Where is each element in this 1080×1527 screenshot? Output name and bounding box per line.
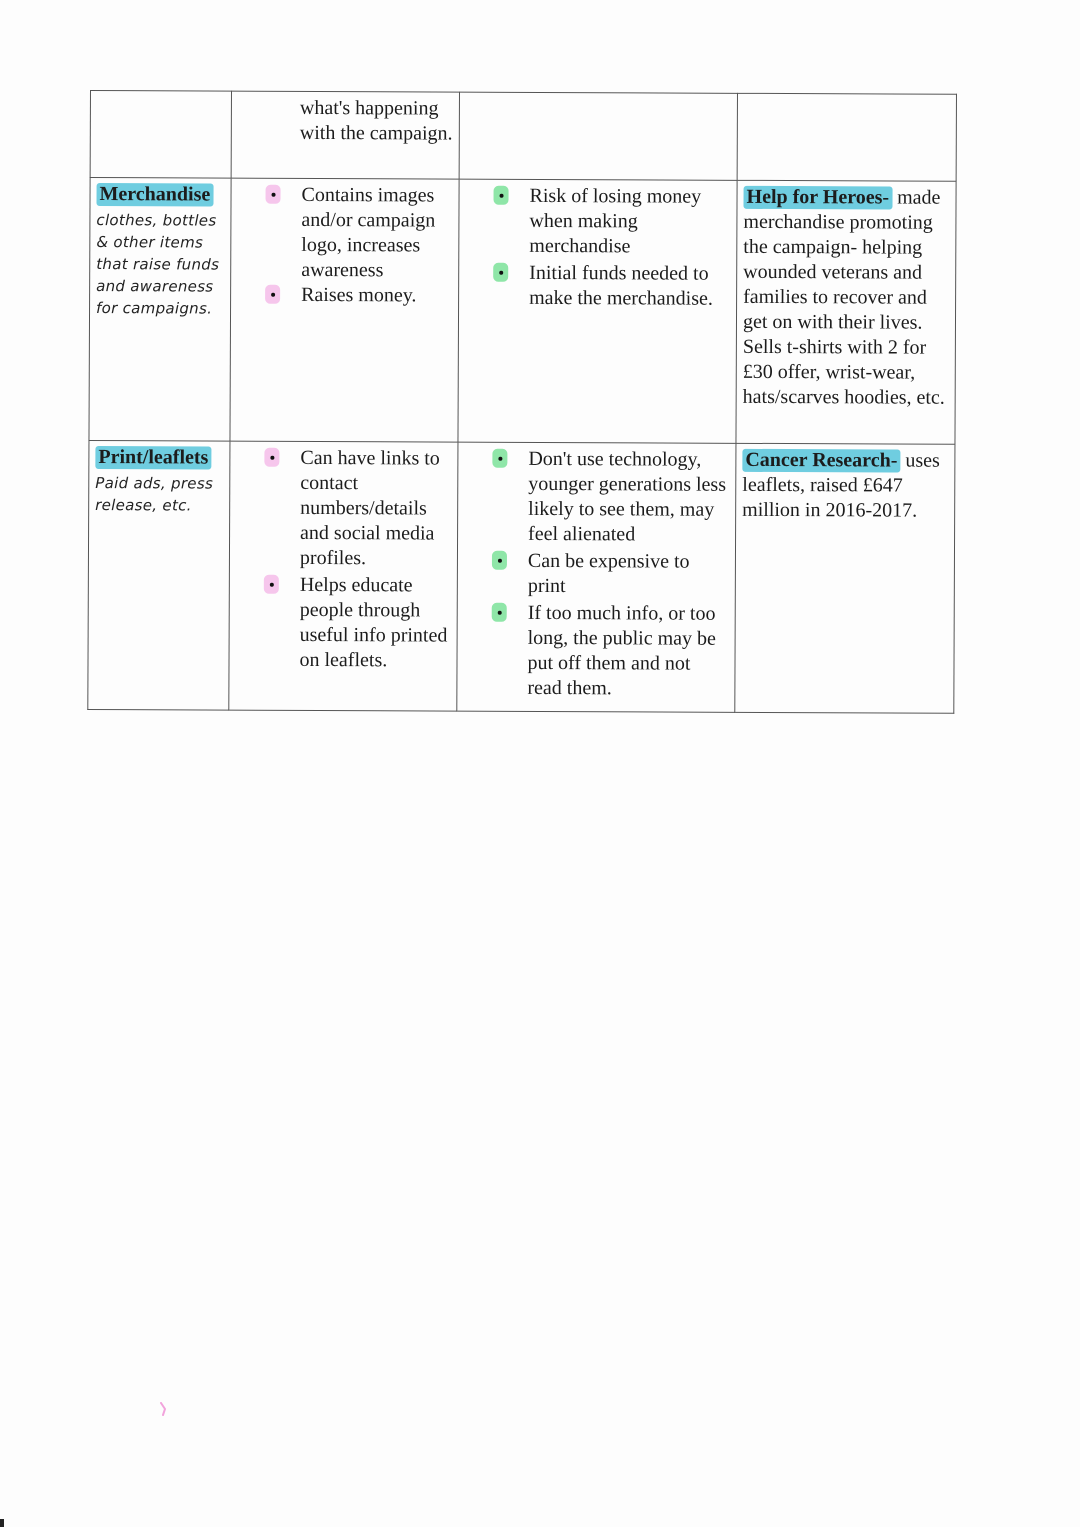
disadvantages-cell: [457, 442, 736, 712]
method-handwritten-note: Paid ads, press release, etc.: [95, 474, 214, 515]
bullet-icon: [492, 551, 507, 570]
advantages-cell: [230, 178, 459, 442]
bullet-icon: [493, 263, 508, 282]
disadvantages-cell: [458, 179, 737, 443]
table-row: [89, 178, 956, 445]
bullet-icon: [265, 285, 280, 304]
list-item: [237, 183, 452, 284]
example-cell: [735, 443, 955, 713]
table-row: [88, 440, 955, 713]
bullet-icon: [266, 185, 281, 204]
advantage-text: Raises money.: [301, 283, 417, 307]
bullet-icon: [492, 603, 507, 622]
example-title: Cancer Research-: [742, 449, 900, 473]
table-row: [90, 91, 956, 182]
advantage-text: Helps educate people through useful info printed on leaflets.: [299, 573, 448, 672]
method-cell: [90, 91, 231, 179]
list-item: [465, 261, 730, 312]
disadvantage-text: Initial funds needed to make the merchandise.: [529, 261, 713, 310]
example-text: made merchandise promoting the campaign- helping wounded veterans and families to recover and get on with their lives. Sells t-shirts with 2 for £30 offer, wrist-wear, hats/scarves hoodies, etc.: [742, 186, 945, 409]
pen-mark-icon: [160, 1402, 166, 1416]
advantages-cell: [229, 441, 458, 711]
advantage-continued-text: what's happening with the campaign.: [299, 96, 453, 145]
method-title: Merchandise: [96, 183, 213, 207]
method-handwritten-note: clothes, bottles & other items that raise funds and awareness for campaigns.: [96, 211, 220, 318]
method-cell: [88, 440, 230, 710]
list-item: [464, 447, 729, 548]
list-item: [235, 573, 450, 674]
method-title: Print/leaflets: [95, 446, 211, 470]
list-item: [465, 184, 730, 260]
disadvantage-text: Don't use technology, younger generations less likely to see them, may feel alienated: [528, 447, 727, 546]
list-item: [237, 283, 452, 309]
example-cell: [737, 93, 956, 181]
list-item: [463, 601, 728, 702]
list-item: [236, 446, 452, 572]
advantages-cell: [231, 91, 459, 179]
scan-edge-mark: [0, 1519, 4, 1527]
disadvantage-text: If too much info, or too long, the public may be put off them and not read them.: [527, 601, 716, 700]
bullet-icon: [494, 186, 509, 205]
disadvantage-text: Risk of losing money when making merchandise: [529, 184, 702, 258]
example-title: Help for Heroes-: [743, 186, 892, 210]
bullet-icon: [264, 448, 279, 467]
method-cell: [89, 178, 231, 442]
example-cell: [736, 180, 956, 444]
bullet-icon: [264, 575, 279, 594]
disadvantage-text: Can be expensive to print: [527, 549, 690, 598]
campaign-methods-table: [87, 90, 957, 714]
advantage-text: Can have links to contact numbers/details and social media profiles.: [299, 446, 440, 570]
disadvantages-cell: [459, 92, 737, 180]
example-text: uses leaflets, raised £647 million in 2016-2017.: [742, 449, 940, 522]
bullet-icon: [492, 449, 507, 468]
list-item: [464, 549, 729, 600]
advantage-text: Contains images and/or campaign logo, increases awareness: [301, 183, 436, 282]
